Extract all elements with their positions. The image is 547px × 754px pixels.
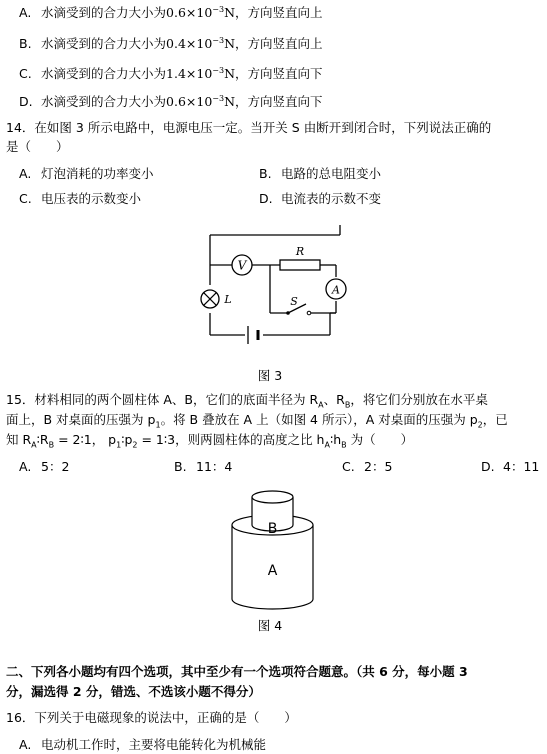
option-unit: N	[224, 66, 236, 81]
option-unit: N	[224, 5, 236, 20]
option-unit: N	[224, 94, 236, 109]
q15-sub: B	[344, 400, 351, 410]
option-letter: B.	[259, 166, 272, 181]
option-letter: D.	[259, 191, 273, 206]
q15-option-c	[342, 459, 392, 475]
q15-stem-line3	[6, 432, 413, 448]
q15-text: ，已	[482, 412, 508, 427]
circuit-diagram	[190, 225, 355, 365]
option-direction: ，方向竖直向下	[235, 94, 323, 109]
cylinder-a-label: A	[267, 563, 278, 579]
ammeter-label: A	[332, 283, 340, 297]
lamp-label: L	[224, 293, 232, 306]
q14-option-a	[19, 166, 154, 182]
option-text: 水滴受到的合力大小为	[41, 66, 167, 81]
option-number: 0.6	[166, 5, 186, 20]
option-a-prev	[19, 5, 323, 21]
q15-stem-line1	[6, 392, 488, 408]
q15-text: 。将 B 叠放在 A 上（如图 4 所示），A 对桌面的压强为 p	[160, 412, 478, 427]
option-letter: C.	[342, 459, 355, 474]
option-times: ×10	[185, 5, 213, 20]
q15-option-d	[481, 459, 539, 475]
q14-option-b	[259, 166, 381, 182]
q15-sub: A	[324, 440, 330, 450]
switch-label: S	[290, 295, 298, 308]
option-text: 水滴受到的合力大小为	[41, 5, 167, 20]
q15-text: ∶R	[36, 432, 49, 447]
option-text: 电压表的示数变小	[41, 191, 142, 206]
q16-stem: 16．下列关于电磁现象的说法中，正确的是（ ）	[6, 710, 297, 725]
option-text: 水滴受到的合力大小为	[41, 36, 167, 51]
q14-option-d	[259, 191, 381, 207]
option-exponent: −3	[212, 93, 225, 103]
option-letter: A.	[19, 166, 32, 181]
cylinder-b-label: B	[267, 521, 278, 537]
option-number: 1.4	[166, 66, 186, 81]
q15-text: 面上，B 对桌面的压强为 p	[6, 412, 156, 427]
q15-sub: B	[341, 440, 347, 450]
option-b-prev	[19, 36, 323, 52]
option-letter: A.	[19, 5, 32, 20]
q15-sub: A	[31, 440, 37, 450]
cylinder-b-top	[252, 491, 293, 503]
option-text: 5：2	[41, 459, 70, 474]
option-exponent: −3	[212, 4, 225, 14]
q15-text: 为（ ）	[346, 432, 414, 447]
q15-sub: A	[318, 400, 324, 410]
option-text: 电动机工作时，主要将电能转化为机械能	[41, 737, 267, 752]
option-direction: ，方向竖直向上	[235, 36, 323, 51]
q15-stem-line2	[6, 412, 508, 428]
q15-sub: 1	[155, 420, 161, 430]
q15-text: ∶h	[329, 432, 342, 447]
stacked-cylinders-figure	[226, 483, 321, 613]
option-letter: C.	[19, 66, 32, 81]
figure-4-caption: 图 4	[257, 618, 283, 633]
switch-contact	[307, 311, 311, 315]
option-text: 水滴受到的合力大小为	[41, 94, 167, 109]
q15-sub: 2	[132, 440, 138, 450]
option-letter: D.	[481, 459, 495, 474]
q15-text: 知 R	[6, 432, 32, 447]
q15-option-b	[174, 459, 232, 475]
q15-text: = 2∶1， p	[54, 432, 117, 447]
option-c-prev	[19, 66, 323, 82]
figure-3-caption: 图 3	[257, 368, 283, 383]
option-letter: A.	[19, 737, 32, 752]
option-times: ×10	[185, 36, 213, 51]
option-number: 0.6	[166, 94, 186, 109]
option-text: 灯泡消耗的功率变小	[41, 166, 154, 181]
option-direction: ，方向竖直向上	[235, 5, 323, 20]
q15-text: ∶p	[121, 432, 133, 447]
q15-text: 15．材料相同的两个圆柱体 A、B，它们的底面半径为 R	[6, 392, 319, 407]
q15-text: = 1∶3，则两圆柱体的高度之比 h	[137, 432, 325, 447]
option-text: 电路的总电阻变小	[281, 166, 382, 181]
option-d-prev	[19, 94, 323, 110]
option-text: 2：5	[364, 459, 393, 474]
option-letter: A.	[19, 459, 32, 474]
option-unit: N	[224, 36, 236, 51]
resistor-icon	[280, 260, 320, 270]
q14-stem-line1: 14．在如图 3 所示电路中，电源电压一定。当开关 S 由断开到闭合时，下列说法正确的	[6, 120, 492, 135]
q15-sub: 2	[477, 420, 483, 430]
lamp-icon	[201, 290, 219, 308]
option-exponent: −3	[212, 65, 225, 75]
option-number: 0.4	[166, 36, 186, 51]
battery-icon	[248, 326, 258, 344]
q14-option-c	[19, 191, 141, 207]
option-exponent: −3	[212, 35, 225, 45]
q15-text: 、R	[323, 392, 345, 407]
option-text: 4：11	[503, 459, 540, 474]
resistor-label: R	[295, 245, 305, 258]
option-times: ×10	[185, 66, 213, 81]
option-letter: C.	[19, 191, 32, 206]
q15-sub: 1	[116, 440, 122, 450]
q15-text: ，将它们分别放在水平桌	[350, 392, 488, 407]
q15-option-a	[19, 459, 69, 475]
option-letter: B.	[19, 36, 32, 51]
voltmeter-label: V	[237, 258, 247, 273]
section-2-heading-line1: 二、下列各小题均有四个选项，其中至少有一个选项符合题意。（共 6 分，每小题 3	[6, 664, 468, 679]
option-times: ×10	[185, 94, 213, 109]
q14-stem-line2: 是（ ）	[6, 139, 69, 154]
section-2-heading-line2: 分，漏选得 2 分，错选、不选该小题不得分）	[6, 684, 261, 699]
option-text: 电流表的示数不变	[281, 191, 382, 206]
option-text: 11：4	[196, 459, 233, 474]
option-letter: B.	[174, 459, 187, 474]
switch-pivot	[286, 311, 290, 315]
option-direction: ，方向竖直向下	[235, 66, 323, 81]
option-letter: D.	[19, 94, 33, 109]
q15-sub: B	[48, 440, 55, 450]
q16-option-a	[19, 737, 266, 753]
